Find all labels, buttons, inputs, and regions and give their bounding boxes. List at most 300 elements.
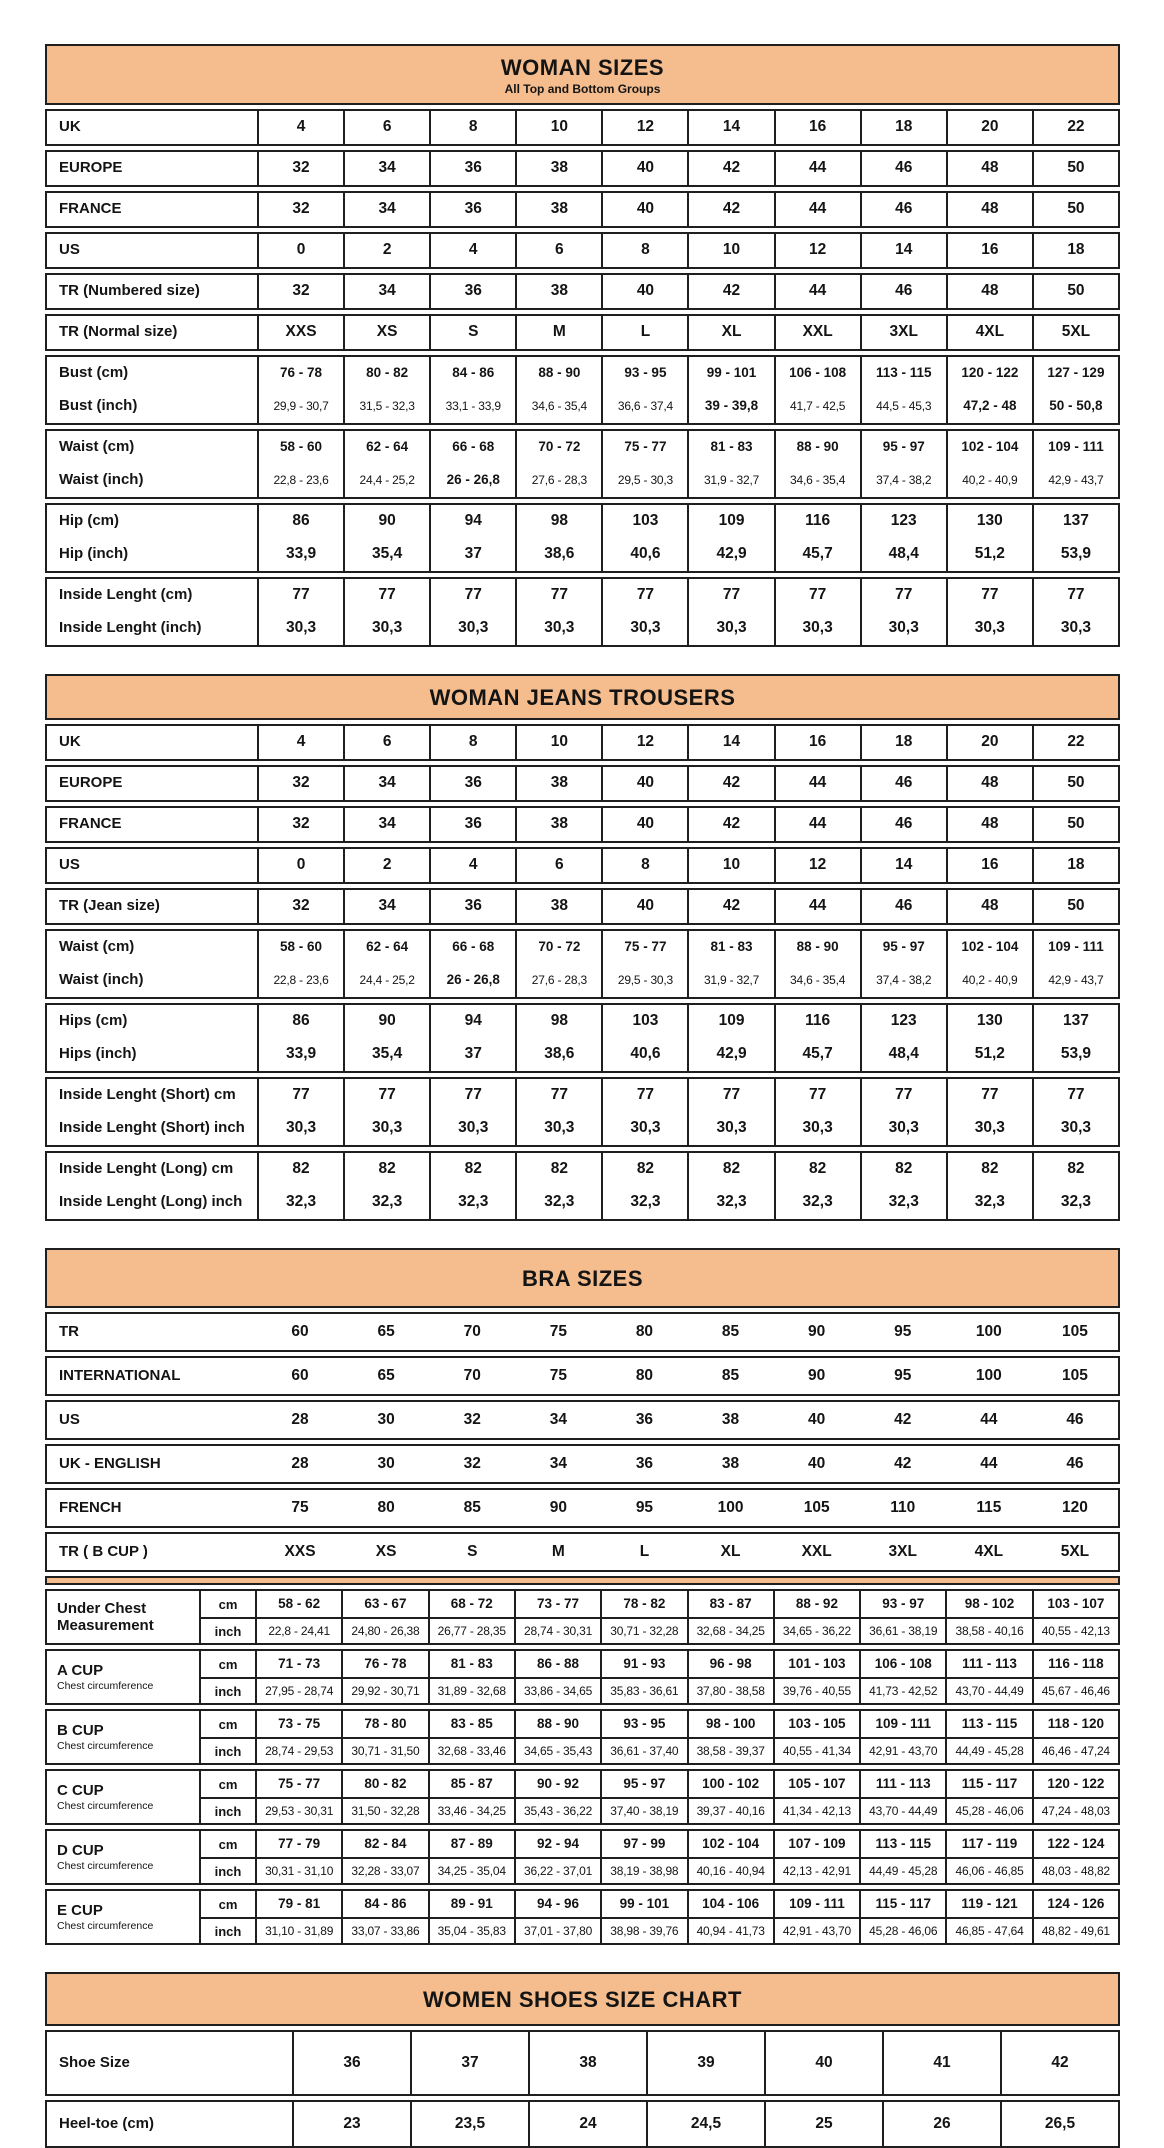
cell-value: 53,9	[1032, 1038, 1118, 1071]
cell-value: 111 - 113	[945, 1651, 1031, 1677]
cell-value: 42,91 - 43,70	[859, 1737, 945, 1763]
row-group	[45, 577, 1120, 647]
cell-value: 5XL	[1032, 316, 1118, 349]
cell-value: 75	[549, 1322, 567, 1340]
table-row	[47, 849, 1118, 882]
cell-value: 0	[257, 234, 343, 267]
women-shoes-size-chart-table	[45, 1972, 1120, 2148]
cell-value: 34,65 - 36,22	[773, 1617, 859, 1643]
unit-label: inch	[199, 1917, 255, 1943]
cell-value: 38	[515, 193, 601, 226]
cell-value: 79 - 81	[255, 1891, 341, 1917]
table-row	[47, 464, 1118, 497]
table-row	[47, 357, 1118, 390]
cell-value: 70	[463, 1366, 481, 1384]
cell-value: 30,3	[429, 612, 515, 645]
cell-value: 77	[774, 1079, 860, 1112]
cell-value: 30,31 - 31,10	[255, 1857, 341, 1883]
cell-value: 14	[860, 849, 946, 882]
cup-name: Under Chest Measurement	[57, 1599, 154, 1634]
cell-value: 33,07 - 33,86	[341, 1917, 427, 1943]
table-title: BRA SIZES	[521, 1266, 644, 1291]
cell-value: 99 - 101	[687, 357, 773, 390]
row-label: EUROPE	[59, 774, 123, 792]
cell-value: 78 - 82	[600, 1591, 686, 1617]
cell-value: 81 - 83	[687, 431, 773, 464]
cell-value: 84 - 86	[341, 1891, 427, 1917]
cell-value: 12	[774, 849, 860, 882]
woman-jeans-header	[45, 674, 1120, 720]
cell-value: 40,6	[601, 1038, 687, 1071]
cell-value: 82	[343, 1153, 429, 1186]
cell-value: XS	[343, 316, 429, 349]
cell-value: 81 - 83	[428, 1651, 514, 1677]
cell-value: 6	[515, 234, 601, 267]
cell-value: 46,06 - 46,85	[945, 1857, 1031, 1883]
cell-value: 28,74 - 29,53	[255, 1737, 341, 1763]
cell-value: 42	[687, 275, 773, 308]
cell-value: 4	[429, 849, 515, 882]
cell-value: 75 - 77	[601, 431, 687, 464]
cell-value: 58 - 62	[255, 1591, 341, 1617]
unit-label: inch	[199, 1677, 255, 1703]
unit-label: cm	[199, 1651, 255, 1677]
cell-value: 88 - 90	[515, 357, 601, 390]
cell-value: 16	[774, 726, 860, 759]
cup-subtitle: Chest circumference	[57, 1680, 154, 1693]
cell-value: 12	[774, 234, 860, 267]
cell-value: 77	[687, 1079, 773, 1112]
row-label: Waist (cm)	[59, 938, 135, 956]
cell-value: 86	[257, 1005, 343, 1038]
cell-value: 77	[946, 579, 1032, 612]
unit-label: inch	[199, 1797, 255, 1823]
cell-value: 42,9 - 43,7	[1032, 464, 1118, 497]
cell-value: 78 - 80	[341, 1711, 427, 1737]
cell-value: 90	[808, 1322, 826, 1340]
row-label: UK	[59, 733, 81, 751]
cell-value: 30,3	[257, 1112, 343, 1145]
row-group	[45, 929, 1120, 999]
cell-value: 82	[257, 1153, 343, 1186]
cell-value: 103	[601, 505, 687, 538]
cell-value: 76 - 78	[257, 357, 343, 390]
cell-value: 80	[635, 1366, 654, 1384]
cell-value: 53,9	[1032, 538, 1118, 571]
cell-value: 50	[1032, 275, 1118, 308]
cell-value: 90	[343, 505, 429, 538]
cell-value: 75	[549, 1366, 567, 1384]
cell-value: 30,3	[1032, 612, 1118, 645]
cell-value: 94	[429, 1005, 515, 1038]
row-label	[47, 1651, 199, 1703]
table-row	[47, 431, 1118, 464]
cell-value: 95	[894, 1322, 912, 1340]
cell-value: 77	[687, 579, 773, 612]
row-group	[45, 191, 1120, 228]
bra-sizes-header	[45, 1248, 1120, 1308]
cell-value: 80 - 82	[341, 1771, 427, 1797]
cell-value: 82	[860, 1153, 946, 1186]
cell-value: 34	[343, 890, 429, 923]
cell-value: 66 - 68	[429, 931, 515, 964]
cell-value: 82	[1032, 1153, 1118, 1186]
cell-value: 73 - 75	[255, 1711, 341, 1737]
table-row	[47, 1079, 1118, 1112]
table-row	[47, 1112, 1118, 1145]
cell-value: 34	[343, 767, 429, 800]
cell-value: 48	[946, 193, 1032, 226]
row-label: Inside Lenght (cm)	[59, 586, 193, 604]
cell-value: 38,58 - 40,16	[945, 1617, 1031, 1643]
cell-value: 109 - 111	[1032, 431, 1118, 464]
cell-value: 14	[860, 234, 946, 267]
cell-value: M	[551, 1542, 565, 1560]
cell-value: 38,6	[515, 1038, 601, 1071]
cell-value: 81 - 83	[687, 931, 773, 964]
cell-value: 32,3	[687, 1186, 773, 1219]
cell-value: 47,24 - 48,03	[1032, 1797, 1118, 1823]
cell-value: 115 - 117	[859, 1891, 945, 1917]
cell-value: 36,61 - 37,40	[600, 1737, 686, 1763]
cell-value: 45,67 - 46,46	[1032, 1677, 1118, 1703]
cell-value: 40	[601, 767, 687, 800]
cell-value: 34,6 - 35,4	[774, 464, 860, 497]
cell-value: 119 - 121	[945, 1891, 1031, 1917]
bra-section-divider	[45, 1576, 1120, 1585]
cell-value: 41	[882, 2032, 1000, 2094]
cell-value: 35,83 - 36,61	[600, 1677, 686, 1703]
woman-sizes-rows	[45, 109, 1120, 647]
row-label: TR (Normal size)	[59, 323, 178, 341]
cell-value: 103	[601, 1005, 687, 1038]
cell-value: 105	[1062, 1322, 1088, 1340]
cell-value: 24,4 - 25,2	[343, 964, 429, 997]
cell-value: 60	[291, 1366, 309, 1384]
row-label: TR (Jean size)	[59, 897, 160, 915]
bra-sizes-table	[45, 1248, 1120, 1945]
row-label: UK - ENGLISH	[59, 1454, 161, 1472]
cell-value: 115	[976, 1498, 1002, 1516]
cell-value: 2	[343, 849, 429, 882]
cell-value: 75 - 77	[601, 931, 687, 964]
row-label: FRANCE	[59, 815, 122, 833]
cell-value: 38,19 - 38,98	[600, 1857, 686, 1883]
cell-value: 85	[721, 1366, 740, 1384]
cell-value: 42	[687, 193, 773, 226]
cell-value: 105 - 107	[773, 1771, 859, 1797]
cell-value: 42,13 - 42,91	[773, 1857, 859, 1883]
cell-value: 106 - 108	[774, 357, 860, 390]
cell-value: 32	[257, 152, 343, 185]
cell-value: 46	[860, 152, 946, 185]
cell-value: 40,55 - 42,13	[1032, 1617, 1118, 1643]
cell-value: 113 - 115	[859, 1831, 945, 1857]
row-label: UK	[59, 118, 81, 136]
cell-value: 40,55 - 41,34	[773, 1737, 859, 1763]
cell-value: 32,3	[257, 1186, 343, 1219]
cell-value: 34,6 - 35,4	[515, 390, 601, 423]
bra-cup-group	[45, 1889, 1120, 1945]
cell-value: 42	[687, 890, 773, 923]
cell-value: 77	[1032, 579, 1118, 612]
cell-value: 44	[774, 890, 860, 923]
cell-value: 40,6	[601, 538, 687, 571]
cell-value: 94 - 96	[514, 1891, 600, 1917]
cell-value: 27,95 - 28,74	[255, 1677, 341, 1703]
cell-value: 8	[601, 849, 687, 882]
cell-value: L	[639, 1542, 650, 1560]
row-label: US	[59, 856, 80, 874]
row-group	[45, 429, 1120, 499]
cell-value: 50 - 50,8	[1032, 390, 1118, 423]
row-group	[45, 1151, 1120, 1221]
cell-value: 113 - 115	[860, 357, 946, 390]
cell-value: 82	[601, 1153, 687, 1186]
cell-value: 116	[774, 505, 860, 538]
woman-sizes-header	[45, 44, 1120, 105]
cell-value: 90	[808, 1366, 826, 1384]
cell-value: 26 - 26,8	[429, 964, 515, 997]
cell-value: 20	[946, 111, 1032, 144]
cell-value: 16	[946, 849, 1032, 882]
cell-value: 37	[429, 1038, 515, 1071]
table-row	[47, 193, 1118, 226]
cell-value: 42	[687, 152, 773, 185]
cell-value: 18	[1032, 849, 1118, 882]
cell-value: 36	[635, 1454, 654, 1472]
cell-value: 44	[774, 193, 860, 226]
row-group	[45, 150, 1120, 187]
cell-value: 6	[343, 726, 429, 759]
cell-value: 27,6 - 28,3	[515, 464, 601, 497]
cell-value: 12	[601, 726, 687, 759]
cell-value: 32,68 - 33,46	[428, 1737, 514, 1763]
table-row	[47, 1153, 1118, 1186]
cell-value: 30,3	[601, 612, 687, 645]
cell-value: 2	[343, 234, 429, 267]
cell-value: 103 - 107	[1032, 1591, 1118, 1617]
cell-value: 62 - 64	[343, 431, 429, 464]
cell-value: 33,46 - 34,25	[428, 1797, 514, 1823]
cell-value: 31,10 - 31,89	[255, 1917, 341, 1943]
row-label: TR	[59, 1322, 79, 1340]
cell-value: 66 - 68	[429, 431, 515, 464]
row-group	[45, 1444, 1120, 1484]
cell-value: S	[467, 1542, 478, 1560]
row-group	[45, 1400, 1120, 1440]
cell-value: 98 - 102	[945, 1591, 1031, 1617]
table-title: WOMAN SIZES	[500, 55, 665, 80]
cell-value: 70	[463, 1322, 481, 1340]
cell-value: 137	[1032, 1005, 1118, 1038]
cell-value: 26 - 26,8	[429, 464, 515, 497]
row-label: Shoe Size	[59, 2053, 130, 2071]
cell-value: 77	[515, 579, 601, 612]
row-group	[45, 273, 1120, 310]
cell-value: 110	[890, 1498, 916, 1516]
unit-label: cm	[199, 1711, 255, 1737]
cell-value: 45,28 - 46,06	[945, 1797, 1031, 1823]
woman-sizes-table	[45, 44, 1120, 647]
cell-value: 38,98 - 39,76	[600, 1917, 686, 1943]
cell-value: 48,4	[860, 1038, 946, 1071]
cell-value: 48	[946, 808, 1032, 841]
cell-value: 34	[343, 152, 429, 185]
row-group	[45, 765, 1120, 802]
cell-value: 65	[377, 1322, 395, 1340]
cell-value: 4	[257, 726, 343, 759]
cell-value: 36,6 - 37,4	[601, 390, 687, 423]
cell-value: 30,71 - 31,50	[341, 1737, 427, 1763]
cell-value: 123	[860, 1005, 946, 1038]
cell-value: 16	[946, 234, 1032, 267]
cell-value: 36	[429, 767, 515, 800]
cell-value: 109 - 111	[859, 1711, 945, 1737]
cell-value: 42,91 - 43,70	[773, 1917, 859, 1943]
cell-value: 107 - 109	[773, 1831, 859, 1857]
cell-value: 35,4	[343, 1038, 429, 1071]
cell-value: 40	[601, 275, 687, 308]
cell-value: 77	[343, 579, 429, 612]
cell-value: 58 - 60	[257, 931, 343, 964]
cell-value: 34	[343, 275, 429, 308]
bra-cup-group	[45, 1829, 1120, 1885]
row-label: Inside Lenght (Long) cm	[59, 1160, 234, 1178]
cell-value: 32,3	[429, 1186, 515, 1219]
cell-value: 50	[1032, 808, 1118, 841]
cell-value: 98 - 100	[687, 1711, 773, 1737]
cell-value: 93 - 95	[600, 1711, 686, 1737]
cell-value: 63 - 67	[341, 1591, 427, 1617]
unit-label: cm	[199, 1891, 255, 1917]
cell-value: 24,80 - 26,38	[341, 1617, 427, 1643]
row-group	[45, 1312, 1120, 1352]
cell-value: 38	[515, 808, 601, 841]
table-row	[47, 2032, 1118, 2094]
cell-value: 29,9 - 30,7	[257, 390, 343, 423]
cell-value: 46	[860, 767, 946, 800]
cell-value: 40	[601, 890, 687, 923]
cell-value: 46,46 - 47,24	[1032, 1737, 1118, 1763]
cell-value: 86 - 88	[514, 1651, 600, 1677]
row-group	[45, 847, 1120, 884]
row-group	[45, 724, 1120, 761]
table-row	[47, 964, 1118, 997]
cell-value: 30,3	[343, 1112, 429, 1145]
cell-value: 30,3	[1032, 1112, 1118, 1145]
cell-value: 118 - 120	[1032, 1711, 1118, 1737]
row-label: TR ( B CUP )	[59, 1542, 148, 1560]
cell-value: 120	[1062, 1498, 1088, 1516]
cell-value: 44	[774, 808, 860, 841]
cell-value: 23	[292, 2102, 410, 2146]
cell-value: 45,7	[774, 1038, 860, 1071]
cell-value: 40,2 - 40,9	[946, 964, 1032, 997]
row-group	[45, 1077, 1120, 1147]
cell-value: 68 - 72	[428, 1591, 514, 1617]
cell-value: 37,4 - 38,2	[860, 464, 946, 497]
row-label: Heel-toe (cm)	[59, 2114, 155, 2132]
table-row	[47, 579, 1118, 612]
cell-value: 82	[515, 1153, 601, 1186]
cell-value: 32	[257, 890, 343, 923]
cell-value: 130	[946, 1005, 1032, 1038]
table-row	[47, 1358, 1118, 1394]
cell-value: 44	[774, 275, 860, 308]
cell-value: 34	[343, 193, 429, 226]
cell-value: 45,28 - 46,06	[859, 1917, 945, 1943]
table-row	[47, 152, 1118, 185]
cell-value: 42	[687, 808, 773, 841]
row-label: FRANCE	[59, 200, 122, 218]
cell-value: 44	[980, 1454, 998, 1472]
bra-cup-group	[45, 1649, 1120, 1705]
table-row	[47, 316, 1118, 349]
cell-value: 34,65 - 35,43	[514, 1737, 600, 1763]
table-row	[47, 726, 1118, 759]
cup-subtitle: Chest circumference	[57, 1740, 154, 1753]
cell-value: 10	[687, 234, 773, 267]
cell-value: 85	[721, 1322, 740, 1340]
cell-value: 85	[463, 1498, 481, 1516]
cell-value: 30,3	[946, 1112, 1032, 1145]
cell-value: 98	[515, 1005, 601, 1038]
cell-value: 28	[291, 1410, 309, 1428]
cell-value: 76 - 78	[341, 1651, 427, 1677]
cell-value: 39,76 - 40,55	[773, 1677, 859, 1703]
cell-value: 89 - 91	[428, 1891, 514, 1917]
cell-value: L	[601, 316, 687, 349]
cell-value: 31,89 - 32,68	[428, 1677, 514, 1703]
cell-value: XXL	[801, 1542, 832, 1560]
cell-value: 122 - 124	[1032, 1831, 1118, 1857]
row-label: Hips (inch)	[59, 1045, 137, 1063]
cell-value: 26,77 - 28,35	[428, 1617, 514, 1643]
cell-value: 42	[894, 1454, 912, 1472]
row-group	[45, 314, 1120, 351]
cell-value: 38	[515, 275, 601, 308]
cell-value: 30,71 - 32,28	[600, 1617, 686, 1643]
bra-sizes-rows	[45, 1312, 1120, 1945]
cell-value: 47,2 - 48	[946, 390, 1032, 423]
cell-value: 40	[808, 1410, 826, 1428]
cell-value: 38	[721, 1410, 740, 1428]
cell-value: 3XL	[888, 1542, 917, 1560]
table-row	[47, 612, 1118, 645]
cell-value: 32,3	[601, 1186, 687, 1219]
cell-value: 36,61 - 38,19	[859, 1617, 945, 1643]
cell-value: 50	[1032, 890, 1118, 923]
row-group	[45, 355, 1120, 425]
table-row	[47, 931, 1118, 964]
cell-value: 5XL	[1060, 1542, 1090, 1560]
cell-value: 42	[1000, 2032, 1118, 2094]
cell-value: 44	[774, 152, 860, 185]
cell-value: 30,3	[343, 612, 429, 645]
cell-value: 6	[515, 849, 601, 882]
cell-value: 38	[515, 152, 601, 185]
cell-value: 83 - 85	[428, 1711, 514, 1737]
cell-value: 106 - 108	[859, 1651, 945, 1677]
cell-value: 58 - 60	[257, 431, 343, 464]
cell-value: 26	[882, 2102, 1000, 2146]
cell-value: 4XL	[946, 316, 1032, 349]
cell-value: 34	[343, 808, 429, 841]
cell-value: 102 - 104	[687, 1831, 773, 1857]
cell-value: 24	[528, 2102, 646, 2146]
cell-value: 109	[687, 505, 773, 538]
